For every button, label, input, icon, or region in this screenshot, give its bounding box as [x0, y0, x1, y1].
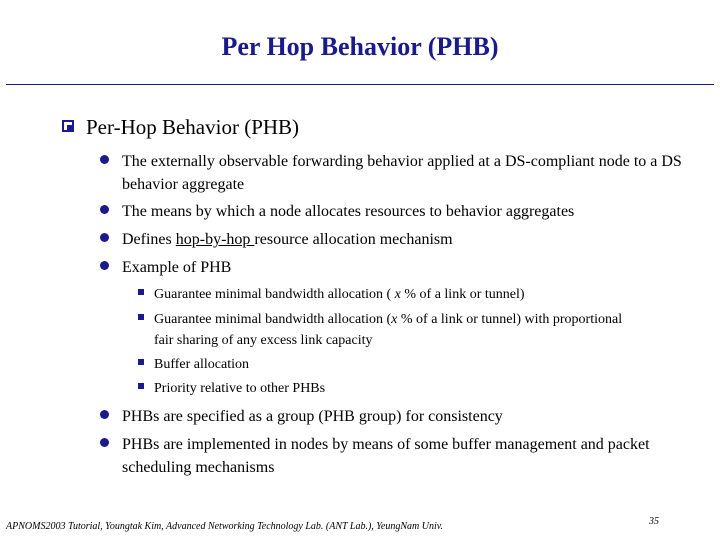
- bullet-dot-icon: [100, 261, 109, 270]
- bullet-dot-icon: [100, 410, 109, 419]
- sub-bullet-square-icon: [138, 359, 144, 365]
- bullet-dot-icon: [100, 438, 109, 447]
- bullet-text: PHBs are implemented in nodes by means of some buffer management and packet scheduling mechanisms: [122, 436, 650, 476]
- sub-bullet-square-icon: [138, 314, 144, 320]
- sub-bullet-text: Priority relative to other PHBs: [154, 381, 326, 396]
- bullet-dot-icon: [100, 155, 109, 164]
- bullet-text: The means by which a node allocates resources to behavior aggregates: [122, 203, 575, 220]
- bullet-dot-icon: [100, 205, 109, 214]
- sub-bullet-text: Buffer allocation: [154, 357, 249, 372]
- sub-bullet-square-icon: [138, 289, 144, 295]
- sub-bullet-text: Guarantee minimal bandwidth allocation ( x % of a link or tunnel): [154, 287, 525, 302]
- sub-bullet-text: Guarantee minimal bandwidth allocation (x % of a link or tunnel) with proportional fair sharing of any excess link capacity: [154, 312, 623, 348]
- bullet-dot-icon: [100, 233, 109, 242]
- slide-footer: APNOMS2003 Tutorial, Youngtak Kim, Advanced Networking Technology Lab. (ANT Lab.), YeungNam Univ.: [6, 521, 443, 532]
- bullet-text: PHBs are specified as a group (PHB group) for consistency: [122, 408, 503, 425]
- sub-bullet-square-icon: [138, 383, 144, 389]
- bullet-text: Defines hop-by-hop resource allocation mechanism: [122, 231, 453, 248]
- title-divider: [6, 84, 714, 85]
- heading-text: Per-Hop Behavior (PHB): [86, 115, 300, 139]
- underlined-term: hop-by-hop: [175, 231, 255, 248]
- bullet-text: The externally observable forwarding behavior applied at a DS-compliant node to a DS behavior aggregate: [122, 153, 682, 193]
- slide-title: Per Hop Behavior (PHB): [221, 32, 499, 61]
- page-number: 35: [649, 516, 659, 527]
- bullet-text: Example of PHB: [122, 259, 232, 276]
- hollow-square-icon: [62, 120, 74, 132]
